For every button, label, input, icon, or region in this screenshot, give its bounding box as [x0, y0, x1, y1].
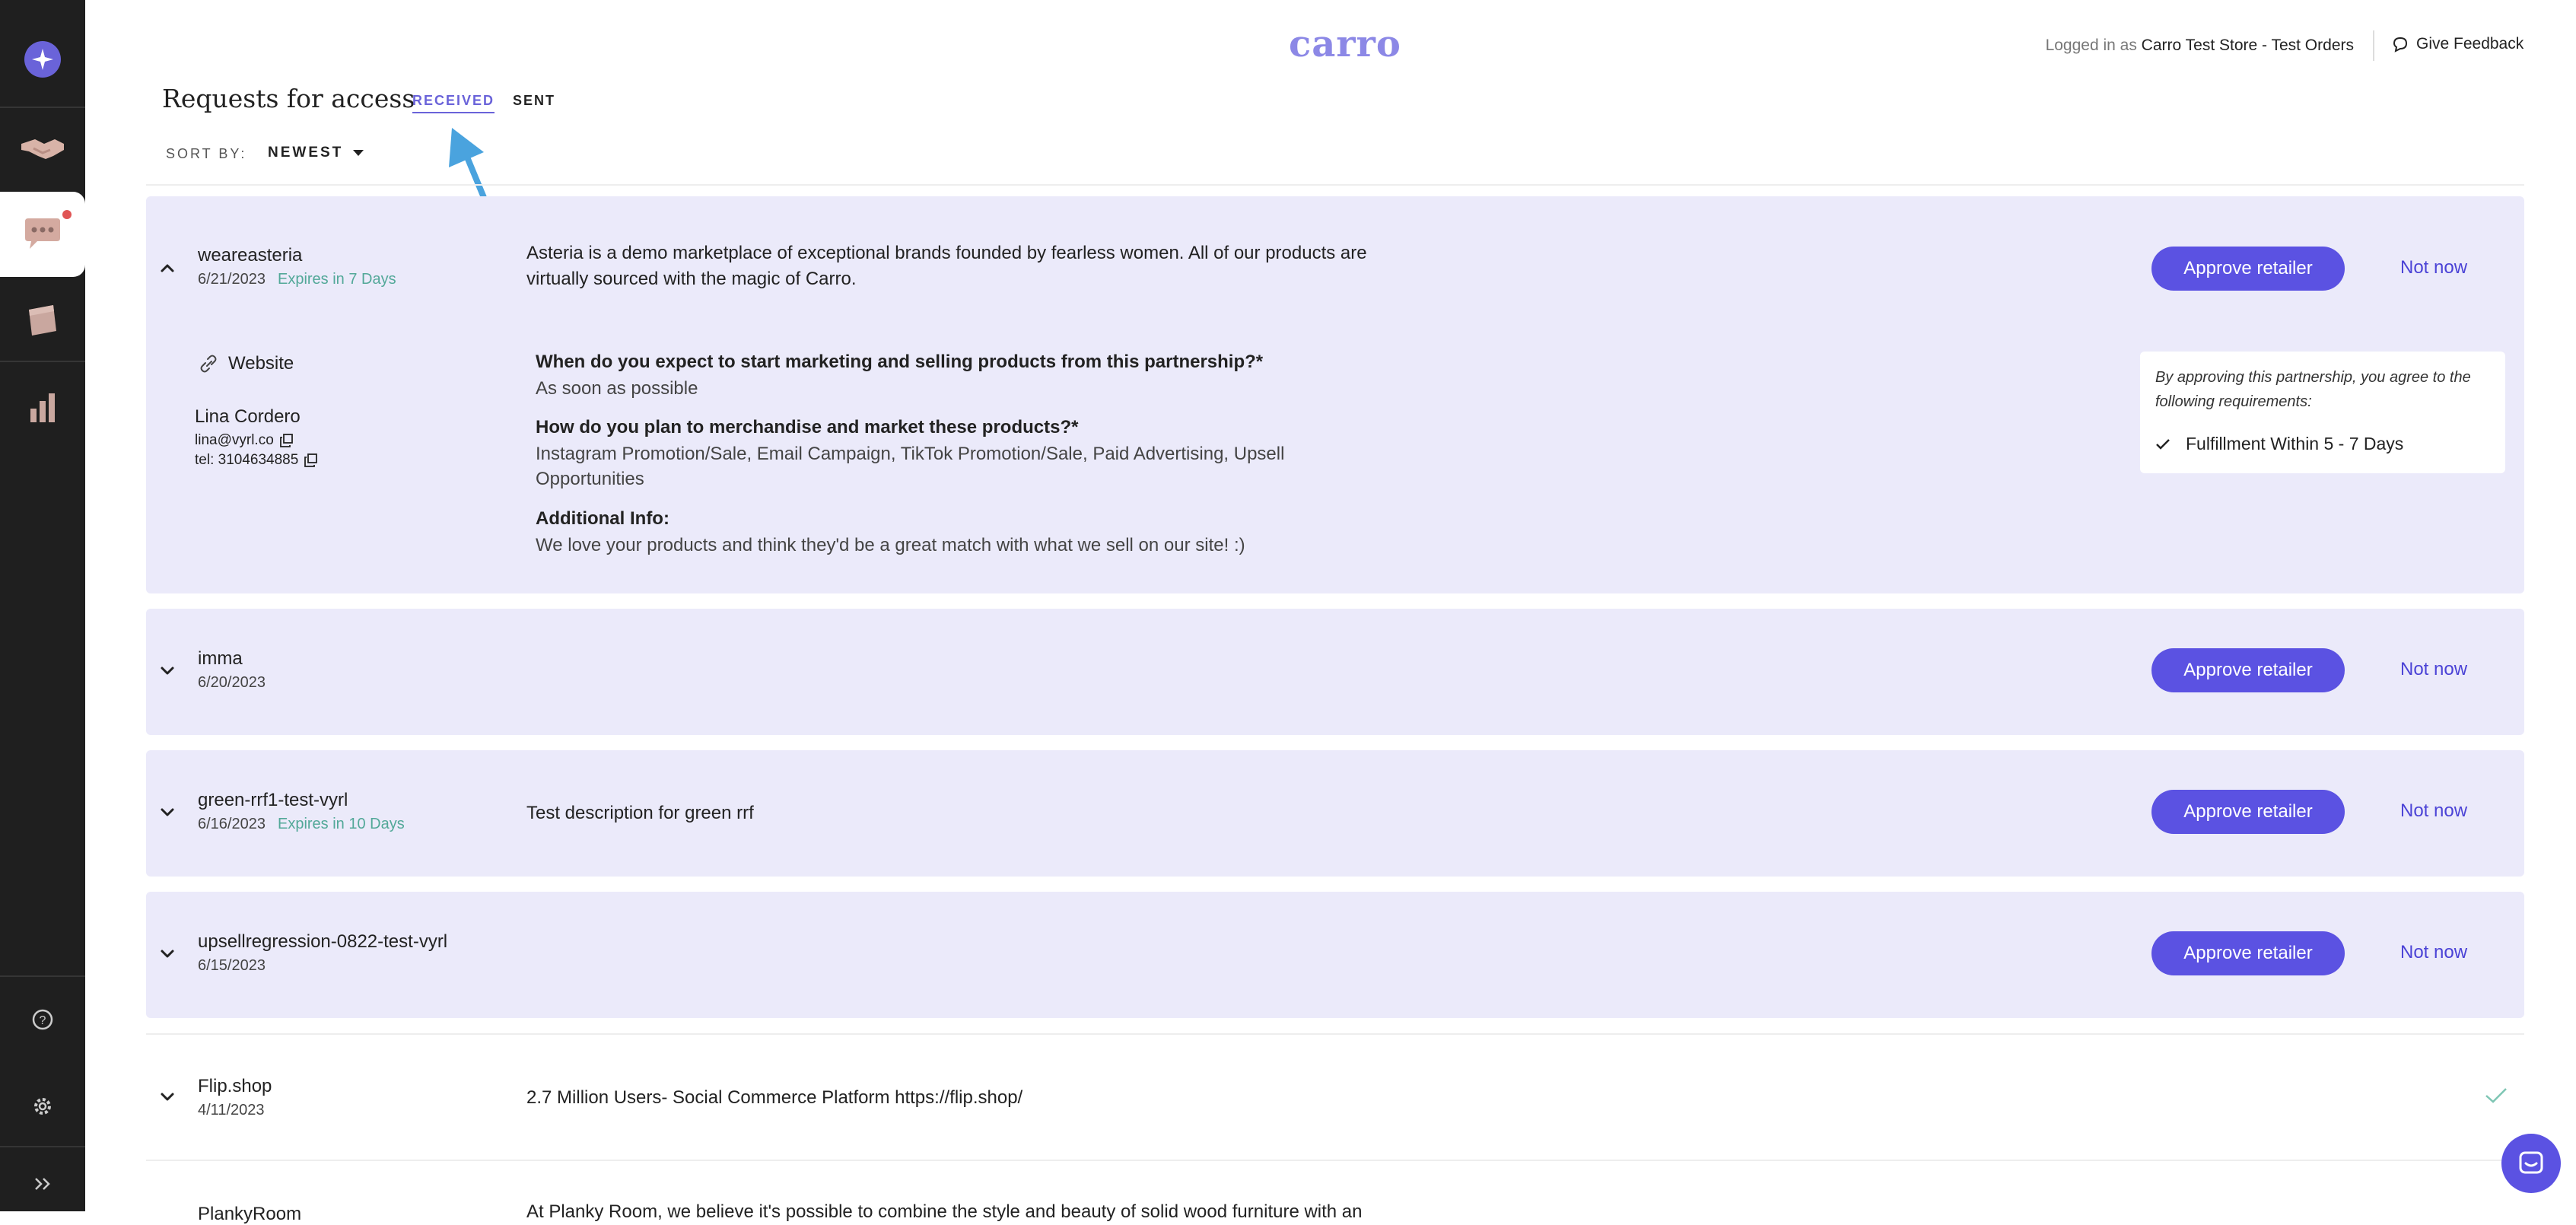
- chevron-down-icon[interactable]: [157, 660, 178, 682]
- chevron-up-icon[interactable]: [157, 257, 178, 278]
- copy-icon[interactable]: [304, 453, 318, 467]
- requirement-label: Fulfillment Within 5 - 7 Days: [2186, 434, 2404, 453]
- page-title: Requests for access: [162, 84, 415, 113]
- question: How do you plan to merchandise and market these products?*: [536, 417, 1079, 438]
- phone-value: tel: 3104634885: [195, 452, 299, 468]
- answer: Instagram Promotion/Sale, Email Campaign, TikTok Promotion/Sale, Paid Advertising, Upsell Opportunities: [536, 444, 1285, 489]
- handshake-icon: [20, 133, 65, 164]
- approve-retailer-button[interactable]: Approve retailer: [2151, 931, 2345, 975]
- expires-label: Expires in 7 Days: [277, 271, 396, 288]
- retailer-name[interactable]: imma: [198, 648, 243, 669]
- not-now-button[interactable]: Not now: [2400, 257, 2468, 278]
- retailer-name[interactable]: Flip.shop: [198, 1076, 272, 1096]
- svg-text:?: ?: [39, 1014, 46, 1027]
- sidebar-item-help[interactable]: [0, 989, 85, 1050]
- retailer-description: Test description for green rrf: [526, 803, 754, 823]
- request-card: [146, 1161, 2524, 1224]
- partnership-terms-box: [2140, 352, 2505, 473]
- email-value: lina@vyrl.co: [195, 432, 274, 448]
- website-link[interactable]: [198, 353, 294, 374]
- contact-email: [195, 432, 294, 449]
- sidebar-item-analytics[interactable]: [0, 373, 85, 441]
- sidebar-item-home[interactable]: [0, 32, 85, 87]
- contact-name: Lina Cordero: [195, 406, 301, 427]
- date-value: 6/20/2023: [198, 674, 266, 691]
- sort-dropdown[interactable]: [268, 145, 364, 161]
- terms-intro: By approving this partnership, you agree to the following requirements:: [2155, 369, 2471, 410]
- login-status: [2046, 37, 2354, 55]
- sidebar-item-partners[interactable]: [0, 114, 85, 183]
- not-now-button[interactable]: Not now: [2400, 942, 2468, 963]
- chat-icon: [2517, 1150, 2545, 1177]
- help-icon: [32, 1009, 53, 1030]
- website-label: Website: [228, 353, 294, 374]
- contact-phone: [195, 452, 318, 469]
- answer: We love your products and think they'd be a great match with what we sell on our site! :): [536, 535, 1245, 555]
- chevron-down-icon[interactable]: [157, 1087, 178, 1108]
- give-feedback-button[interactable]: [2392, 35, 2524, 53]
- sidebar-item-settings[interactable]: [0, 1076, 85, 1137]
- request-date: [198, 1102, 265, 1119]
- sparkle-icon: [24, 41, 61, 78]
- sidebar-expand-button[interactable]: [0, 1157, 85, 1211]
- chat-bubbles-icon: [22, 217, 63, 252]
- sort-value: NEWEST: [268, 145, 344, 161]
- copy-icon[interactable]: [280, 434, 294, 447]
- caret-down-icon: [352, 149, 364, 157]
- request-card: [146, 196, 2524, 593]
- retailer-description: At Planky Room, we believe it's possible to combine the style and beauty of solid wood furniture with an: [526, 1201, 1363, 1222]
- sidebar-divider: [0, 107, 85, 108]
- sidebar: [0, 0, 85, 1211]
- retailer-name[interactable]: upsellregression-0822-test-vyrl: [198, 931, 448, 952]
- sidebar-divider: [0, 361, 85, 362]
- support-chat-button[interactable]: [2501, 1134, 2561, 1193]
- terms-requirement: [2155, 434, 2403, 454]
- answer: As soon as possible: [536, 378, 698, 399]
- sidebar-item-requests[interactable]: [0, 192, 85, 277]
- store-name: Carro Test Store - Test Orders: [2141, 37, 2354, 54]
- request-card: [146, 750, 2524, 877]
- question: When do you expect to start marketing and selling products from this partnership?*: [536, 352, 1264, 372]
- retailer-name[interactable]: weareasteria: [198, 245, 303, 266]
- question: Additional Info:: [536, 508, 669, 529]
- date-value: 6/15/2023: [198, 957, 266, 974]
- approve-retailer-button[interactable]: Approve retailer: [2151, 790, 2345, 834]
- link-icon: [198, 355, 219, 372]
- expires-label: Expires in 10 Days: [277, 816, 405, 832]
- request-card: [146, 609, 2524, 735]
- notification-dot: [62, 210, 72, 219]
- request-date: [198, 271, 396, 288]
- request-date: [198, 674, 266, 692]
- tab-received[interactable]: RECEIVED: [412, 93, 495, 113]
- sidebar-divider: [0, 975, 85, 977]
- approved-check-icon: [2485, 1087, 2508, 1105]
- request-date: [198, 957, 266, 975]
- not-now-button[interactable]: Not now: [2400, 800, 2468, 821]
- approve-retailer-button[interactable]: Approve retailer: [2151, 247, 2345, 291]
- bar-chart-icon: [29, 392, 56, 422]
- date-value: 6/21/2023: [198, 271, 266, 288]
- tab-sent[interactable]: SENT: [513, 93, 556, 108]
- retailer-name[interactable]: green-rrf1-test-vyrl: [198, 790, 348, 810]
- not-now-button[interactable]: Not now: [2400, 659, 2468, 679]
- speech-bubble-icon: [2392, 36, 2409, 52]
- date-value: 6/16/2023: [198, 816, 266, 832]
- sidebar-item-products[interactable]: [0, 286, 85, 355]
- request-date: [198, 816, 405, 833]
- retailer-description: Asteria is a demo marketplace of exceptional brands founded by fearless women. All of our products are virtually sourced with the magic of Carro.: [526, 243, 1367, 289]
- check-icon: [2155, 438, 2171, 450]
- sort-by-label: SORT BY:: [166, 146, 247, 161]
- sidebar-divider: [0, 1146, 85, 1147]
- divider: [146, 184, 2524, 186]
- header-divider: [2373, 30, 2374, 61]
- feedback-label: Give Feedback: [2416, 35, 2524, 52]
- retailer-name[interactable]: PlankyRoom: [198, 1204, 302, 1224]
- login-prefix: Logged in as: [2045, 37, 2142, 54]
- brand-logo[interactable]: carro: [1289, 23, 1401, 65]
- request-card: [146, 1035, 2524, 1160]
- chevron-down-icon[interactable]: [157, 943, 178, 965]
- box-icon: [26, 304, 59, 337]
- chevron-down-icon[interactable]: [157, 802, 178, 823]
- request-card: [146, 892, 2524, 1018]
- gear-icon: [31, 1095, 54, 1118]
- date-value: 4/11/2023: [198, 1102, 265, 1118]
- expand-icon: [33, 1176, 52, 1192]
- approve-retailer-button[interactable]: Approve retailer: [2151, 648, 2345, 692]
- retailer-description: 2.7 Million Users- Social Commerce Platform https://flip.shop/: [526, 1087, 1023, 1108]
